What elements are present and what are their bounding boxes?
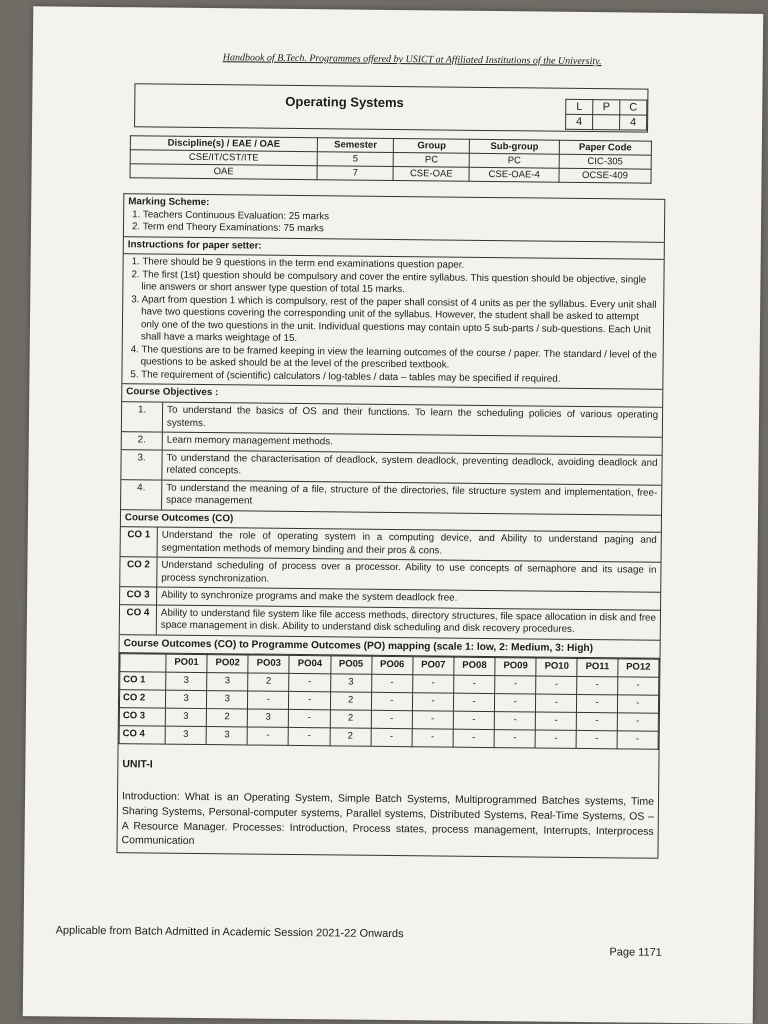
table-cell: - [289, 673, 330, 691]
list-item: 4. The questions are to be framed keeping in view the learning outcomes of the course / paper. The standard / level of the questions to be asked should be at the level of the prescribed textbook. [130, 344, 658, 371]
objective-text: Learn memory management methods. [166, 434, 333, 448]
table-cell: PC [393, 152, 469, 167]
table-header: PO02 [207, 655, 248, 673]
table-header: PO05 [330, 656, 371, 674]
table-header: PO08 [454, 657, 495, 675]
instructions-list [122, 254, 663, 390]
outcome-text: Ability to understand file system like file access methods, directory structures, file space allocation in disk and free space management in disk. Ability to understand disk scheduling and disk recovery procedures. [160, 607, 656, 636]
lpc-value-l: 4 [566, 114, 593, 129]
handbook-page [23, 6, 764, 1024]
table-cell: 3 [207, 691, 248, 709]
table-cell: - [536, 712, 577, 730]
row-header: CO 3 [119, 708, 165, 726]
table-cell: - [289, 709, 330, 727]
table-cell: 3 [166, 672, 207, 690]
table-header: PO10 [536, 658, 577, 676]
outcomes-heading: Course Outcomes (CO) [121, 510, 661, 533]
table-cell: - [412, 675, 453, 693]
table-header: PO01 [166, 654, 207, 672]
lpc-label-p: P [593, 100, 620, 115]
table-cell: 2 [330, 728, 371, 746]
marking-scheme [124, 194, 664, 242]
table-header: Sub-group [470, 139, 560, 154]
list-item: 2. The first (1st) question should be compulsory and cover the entire syllabus. This question should be objective, single line answers or short answer type question of total 15 marks. [131, 268, 647, 296]
table-cell: - [289, 691, 330, 709]
lpc-value-p [593, 115, 620, 130]
table-cell: - [371, 728, 412, 746]
table-cell: OAE [130, 164, 317, 180]
table-cell: - [248, 691, 289, 709]
table-cell: - [617, 677, 658, 695]
table-cell: - [412, 711, 453, 729]
table-header: PO04 [289, 655, 330, 673]
table-cell: - [371, 710, 412, 728]
objectives-heading: Course Objectives : [122, 385, 662, 408]
table-cell: - [494, 712, 535, 730]
objective-text: To understand the characterisation of deadlock, system deadlock, preventing deadlock, avoiding deadlock and related concepts. [166, 452, 658, 477]
table-cell: - [617, 695, 658, 713]
discipline-table [130, 135, 652, 183]
objective-number: 1. [122, 402, 163, 431]
outcome-text: Ability to synchronize programs and make the system deadlock free. [161, 589, 458, 605]
table-cell: CIC-305 [559, 154, 651, 169]
table-cell: - [495, 694, 536, 712]
objective-number: 3. [121, 450, 162, 479]
table-cell: 7 [317, 166, 393, 181]
marking-heading: Marking Scheme: [128, 196, 210, 209]
list-item: 1. Teachers Continuous Evaluation: 25 marks [132, 208, 330, 222]
table-cell: 3 [165, 690, 206, 708]
outcome-code: CO 3 [120, 587, 157, 604]
table-header: PO09 [495, 658, 536, 676]
table-cell: - [453, 711, 494, 729]
outcome-code: CO 1 [121, 527, 158, 556]
table-header: Semester [317, 138, 393, 153]
table-cell: - [412, 729, 453, 747]
table-cell: - [454, 675, 495, 693]
mapping-heading: Course Outcomes (CO) to Programme Outcomes (PO) mapping (scale 1: low, 2: Medium, 3: High) [120, 635, 660, 659]
lpc-label-c: C [620, 100, 647, 115]
table-cell: - [617, 713, 658, 731]
applicability-note: Applicable from Batch Admitted in Academic Session 2021-22 Onwards [55, 924, 404, 941]
table-header: PO06 [372, 656, 413, 674]
table-cell: - [494, 730, 535, 748]
table-cell: OCSE-409 [559, 168, 651, 183]
table-header: PO11 [577, 658, 617, 676]
row-header: CO 2 [119, 690, 165, 708]
outcome-text: Understand scheduling of process over a processor. Ability to use concepts of semaphore and its usage in process synchronization. [161, 559, 657, 585]
table-cell: - [576, 730, 616, 748]
list-item: 5. The requirement of (scientific) calculators / log-tables / data – tables may be specified if required. [130, 369, 561, 385]
table-cell: - [371, 692, 412, 710]
table-cell: 2 [330, 692, 371, 710]
table-header: PO12 [618, 659, 659, 677]
table-cell: - [289, 727, 330, 745]
table-cell: - [577, 676, 617, 694]
outcome-text: Understand the role of operating system in a computing device, and Ability to understand paging and segmentation methods of memory binding and their pros & cons. [161, 529, 657, 557]
syllabus-box [116, 193, 665, 859]
table-header: Discipline(s) / EAE / OAE [130, 136, 317, 152]
table-cell: - [577, 694, 617, 712]
table-header: Paper Code [559, 140, 651, 155]
table-cell: 3 [165, 708, 206, 726]
table-cell: - [535, 730, 576, 748]
objective-number: 2. [122, 432, 163, 449]
table-cell: - [453, 729, 494, 747]
outcome-code: CO 2 [120, 557, 157, 586]
co-po-mapping-table [119, 653, 660, 750]
unit-content: Introduction: What is an Operating System, Simple Batch Systems, Multiprogrammed Batches systems, Time Sharing Systems, Personal-computer systems, Parallel systems, Distributed Systems, Real-Time Systems, OS – A Resource Manager. Processes: Introduction, Process states, process management, Interrupts, Interprocess Communication [121, 790, 655, 848]
page-number: Page 1171 [609, 946, 662, 959]
table-cell: - [371, 674, 412, 692]
course-title: Operating Systems [285, 93, 404, 111]
lpc-label-l: L [566, 99, 593, 114]
list-item: 1. There should be 9 questions in the term end examinations question paper. [131, 256, 465, 271]
table-cell: CSE-OAE [393, 166, 469, 181]
objective-text: To understand the meaning of a file, structure of the directories, file structure system and implementation, free-space management [166, 482, 658, 507]
table-cell: - [247, 727, 288, 745]
table-cell: - [412, 693, 453, 711]
list-item: 3. Apart from question 1 which is compulsory, rest of the paper shall consist of 4 units as per the syllabus. Every unit shall have two questions covering the corresponding unit of the syllabus. However, the student shall be asked to attempt only one of the two questions in the unit. Individual questions may contain upto 5 sub-parts / sub-questions. Each Unit shall have a marks weightage of 15. [131, 293, 657, 345]
table-header-corner [120, 654, 166, 672]
table-cell: 3 [206, 727, 247, 745]
table-cell: 2 [248, 673, 289, 691]
table-cell: PC [469, 153, 559, 168]
table-header: Group [394, 138, 470, 153]
lpc-value-c: 4 [620, 115, 647, 130]
table-cell: 2 [330, 710, 371, 728]
unit-heading: UNIT-I [122, 758, 153, 771]
table-header: PO07 [413, 657, 454, 675]
table-cell: 3 [248, 709, 289, 727]
row-header: CO 4 [119, 726, 165, 744]
list-item: 2. Term end Theory Examinations: 75 marks [131, 221, 324, 235]
table-cell: - [577, 712, 617, 730]
table-cell: - [617, 731, 658, 749]
table-cell: CSE/IT/CST/ITE [130, 150, 317, 166]
table-cell: 5 [317, 152, 393, 167]
table-cell: 3 [165, 726, 206, 744]
instructions-heading: Instructions for paper setter: [124, 237, 664, 260]
table-cell: - [495, 676, 536, 694]
table-cell: CSE-OAE-4 [469, 167, 559, 182]
table-cell: 3 [330, 674, 371, 692]
row-header: CO 1 [120, 672, 166, 690]
course-title-box [134, 83, 648, 132]
page-header: Handbook of B.Tech. Programmes offered by USICT at Affiliated Institutions of the University. [222, 52, 602, 68]
table-cell: 3 [207, 673, 248, 691]
table-header: PO03 [248, 655, 289, 673]
objective-number: 4. [121, 480, 162, 509]
objective-text: To understand the basics of OS and their functions. To learn the scheduling policies of various operating systems. [166, 404, 659, 429]
table-cell: 2 [206, 709, 247, 727]
table-cell: - [453, 693, 494, 711]
outcome-code: CO 4 [120, 605, 157, 634]
lpc-table [565, 99, 647, 131]
table-cell: - [536, 676, 577, 694]
table-cell: - [536, 694, 577, 712]
